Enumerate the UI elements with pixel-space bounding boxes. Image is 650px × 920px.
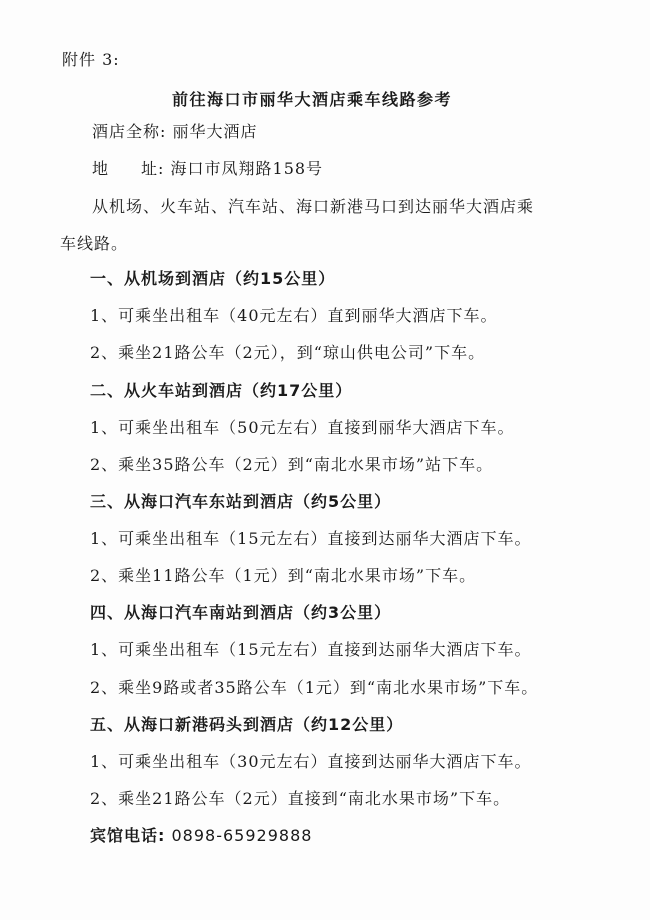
hotel-address-label-2: 址: bbox=[141, 159, 165, 178]
hotel-name-label: 酒店全称: bbox=[92, 122, 167, 141]
hotel-phone-row bbox=[90, 825, 312, 847]
list-item: 2、乘坐35路公车（2元）到“南北水果市场”站下车。 bbox=[90, 455, 494, 474]
hotel-address-value: 海口市凤翔路158号 bbox=[170, 159, 324, 178]
attachment-label: 附件 3: bbox=[62, 50, 120, 69]
section-heading-south-bus-station: 四、从海口汽车南站到酒店（约3公里） bbox=[90, 603, 392, 622]
hotel-phone-label: 宾馆电话: bbox=[90, 826, 166, 845]
section-heading-new-port: 五、从海口新港码头到酒店（约12公里） bbox=[90, 715, 404, 734]
list-item: 1、可乘坐出租车（15元左右）直接到达丽华大酒店下车。 bbox=[90, 640, 532, 659]
list-item: 1、可乘坐出租车（15元左右）直接到达丽华大酒店下车。 bbox=[90, 529, 532, 548]
list-item: 2、乘坐9路或者35路公车（1元）到“南北水果市场”下车。 bbox=[90, 678, 539, 697]
list-item: 1、可乘坐出租车（50元左右）直接到丽华大酒店下车。 bbox=[90, 418, 515, 437]
section-heading-east-bus-station: 三、从海口汽车东站到酒店（约5公里） bbox=[90, 492, 392, 511]
hotel-name-row bbox=[92, 121, 258, 143]
section-heading-train-station: 二、从火车站到酒店（约17公里） bbox=[90, 381, 353, 400]
list-item: 1、可乘坐出租车（40元左右）直到丽华大酒店下车。 bbox=[90, 306, 498, 325]
hotel-phone-value: 0898-65929888 bbox=[171, 826, 313, 845]
hotel-name-value: 丽华大酒店 bbox=[172, 122, 258, 141]
list-item: 2、乘坐21路公车（2元），到“琼山供电公司”下车。 bbox=[90, 343, 486, 362]
list-item: 1、可乘坐出租车（30元左右）直接到达丽华大酒店下车。 bbox=[90, 752, 532, 771]
list-item: 2、乘坐21路公车（2元）直接到“南北水果市场”下车。 bbox=[90, 789, 511, 808]
document-title: 前往海口市丽华大酒店乘车线路参考 bbox=[172, 90, 453, 109]
list-item: 2、乘坐11路公车（1元）到“南北水果市场”下车。 bbox=[90, 566, 477, 585]
intro-line-1: 从机场、火车站、汽车站、海口新港马口到达丽华大酒店乘 bbox=[92, 197, 535, 216]
hotel-address-row bbox=[92, 158, 323, 180]
section-heading-airport: 一、从机场到酒店（约15公里） bbox=[90, 269, 336, 288]
intro-line-2: 车线路。 bbox=[60, 234, 129, 253]
hotel-address-label-1: 地 bbox=[92, 159, 110, 178]
